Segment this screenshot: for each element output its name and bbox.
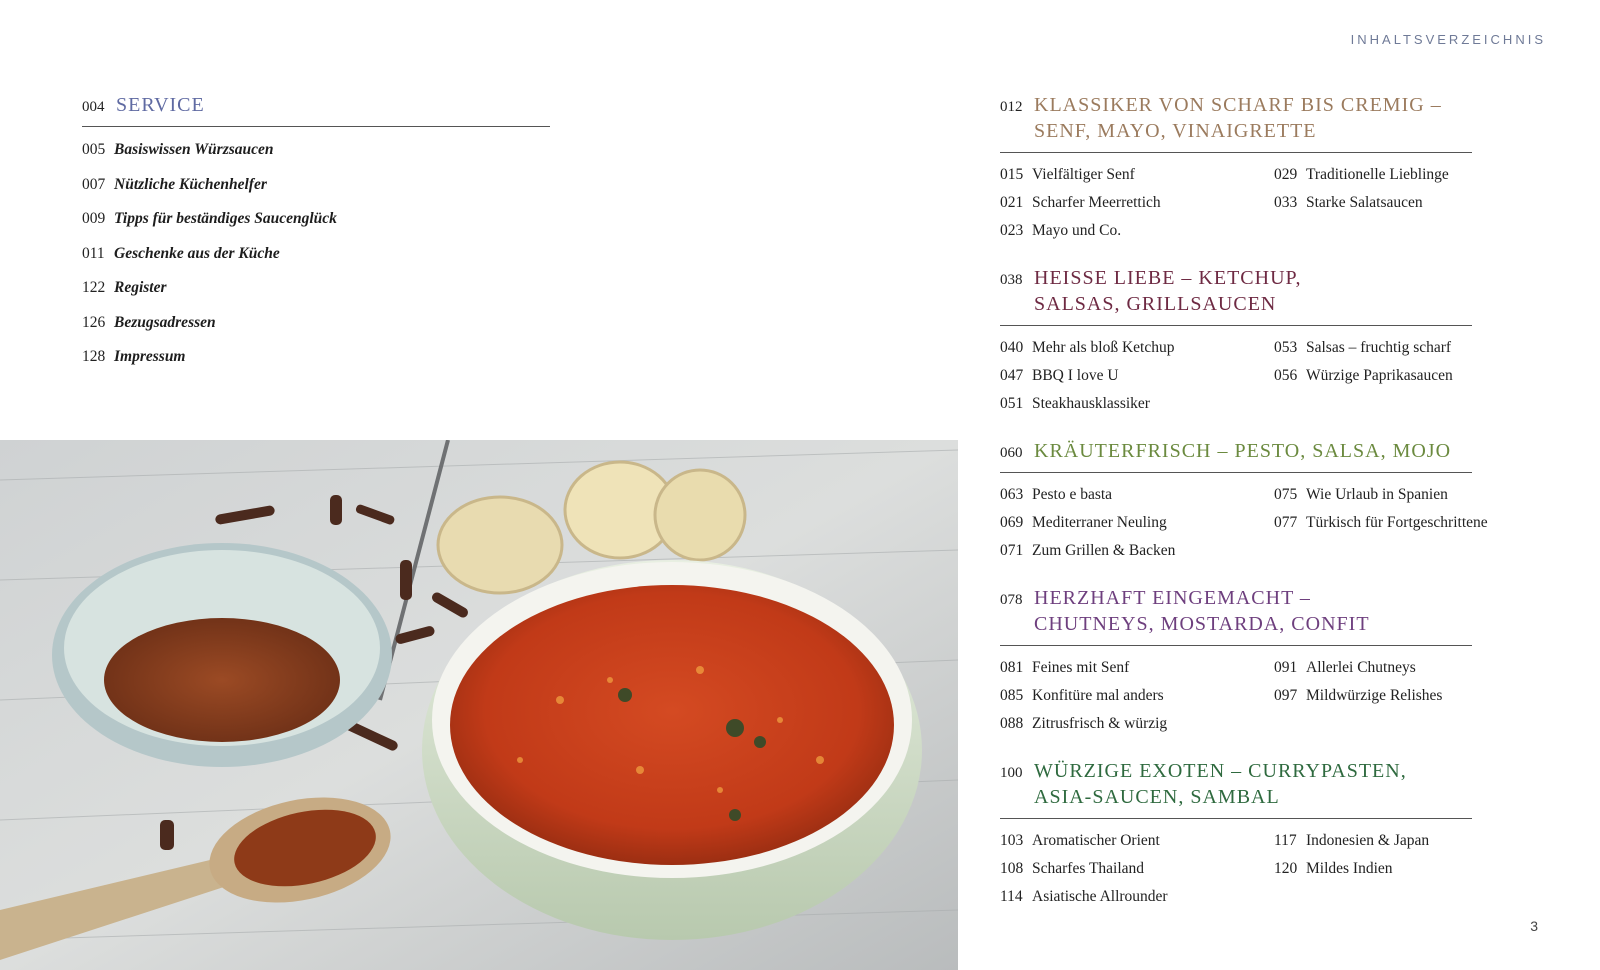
entry-page-number: 051 bbox=[1000, 395, 1024, 412]
chapter-1 bbox=[1000, 92, 1520, 245]
entry-page-number: 075 bbox=[1274, 486, 1298, 503]
toc-entry[interactable] bbox=[82, 176, 550, 211]
toc-entry[interactable] bbox=[82, 348, 550, 383]
entry-title: Mildes Indien bbox=[1306, 860, 1393, 877]
chapter-title: KLASSIKER VON SCHARF BIS CREMIG – SENF, MAYO, VINAIGRETTE bbox=[1034, 94, 1442, 142]
chapter-entries bbox=[1000, 481, 1520, 565]
entry-title: Konfitüre mal anders bbox=[1032, 687, 1164, 704]
entry-page-number: 069 bbox=[1000, 514, 1024, 531]
entry-title: Feines mit Senf bbox=[1032, 659, 1130, 676]
chapter-heading[interactable] bbox=[1000, 585, 1520, 637]
chapter-rule bbox=[1000, 818, 1472, 819]
toc-entry[interactable] bbox=[1274, 682, 1524, 710]
toc-entry[interactable] bbox=[1000, 217, 1274, 245]
entry-title: Mayo und Co. bbox=[1032, 222, 1122, 239]
entry-title: Zum Grillen & Backen bbox=[1032, 542, 1176, 559]
entry-title: Mildwürzige Relishes bbox=[1306, 687, 1443, 704]
service-page-number: 004 bbox=[82, 99, 105, 115]
chapter-heading[interactable] bbox=[1000, 438, 1520, 464]
toc-entry[interactable] bbox=[1000, 481, 1274, 509]
entry-page-number: 005 bbox=[82, 141, 106, 158]
entry-title: Tipps für beständiges Saucenglück bbox=[114, 210, 337, 227]
toc-entry[interactable] bbox=[1274, 481, 1524, 509]
entry-title: Scharfer Meerrettich bbox=[1032, 194, 1161, 211]
entry-title: Traditionelle Lieblinge bbox=[1306, 166, 1449, 183]
entry-page-number: 040 bbox=[1000, 339, 1024, 356]
soup bbox=[450, 585, 894, 865]
entry-page-number: 063 bbox=[1000, 486, 1024, 503]
toc-entry[interactable] bbox=[1274, 654, 1524, 682]
chapters-section bbox=[1000, 92, 1520, 931]
entry-title: Würzige Paprikasaucen bbox=[1306, 367, 1453, 384]
chapter-heading[interactable] bbox=[1000, 758, 1520, 810]
chapter-page-number: 060 bbox=[1000, 445, 1023, 461]
entry-page-number: 077 bbox=[1274, 514, 1298, 531]
entry-page-number: 085 bbox=[1000, 687, 1024, 704]
page-number: 3 bbox=[1530, 918, 1538, 934]
entry-title: Bezugsadressen bbox=[114, 313, 216, 331]
toc-entry[interactable] bbox=[1000, 883, 1274, 911]
toc-entry[interactable] bbox=[1000, 334, 1274, 362]
entry-title: BBQ I love U bbox=[1032, 367, 1119, 384]
chapter-page-number: 038 bbox=[1000, 272, 1023, 288]
entry-page-number: 015 bbox=[1000, 166, 1024, 183]
toc-entry[interactable] bbox=[1000, 855, 1274, 883]
entry-title: Salsas – fruchtig scharf bbox=[1306, 339, 1452, 356]
paprika-powder bbox=[104, 618, 340, 742]
entry-page-number: 053 bbox=[1274, 339, 1298, 356]
entry-page-number: 120 bbox=[1274, 860, 1298, 877]
entry-title: Mehr als bloß Ketchup bbox=[1032, 339, 1175, 356]
entry-page-number: 029 bbox=[1274, 166, 1298, 183]
chapter-heading[interactable] bbox=[1000, 265, 1520, 317]
entry-page-number: 021 bbox=[1000, 194, 1024, 211]
entry-title: Indonesien & Japan bbox=[1306, 832, 1430, 849]
toc-entry[interactable] bbox=[82, 314, 550, 349]
entry-page-number: 033 bbox=[1274, 194, 1298, 211]
entry-page-number: 108 bbox=[1000, 860, 1024, 877]
toc-entry[interactable] bbox=[1274, 334, 1524, 362]
entry-page-number: 009 bbox=[82, 210, 106, 227]
entry-page-number: 103 bbox=[1000, 832, 1024, 849]
entry-title: Asiatische Allrounder bbox=[1032, 888, 1168, 905]
entry-page-number: 117 bbox=[1274, 832, 1297, 849]
toc-entry[interactable] bbox=[1274, 161, 1524, 189]
toc-entry[interactable] bbox=[82, 245, 550, 280]
food-photo bbox=[0, 440, 958, 970]
entry-page-number: 114 bbox=[1000, 888, 1023, 905]
chapter-rule bbox=[1000, 472, 1472, 473]
entry-page-number: 011 bbox=[82, 244, 105, 262]
entry-page-number: 097 bbox=[1274, 687, 1298, 704]
chapter-page-number: 078 bbox=[1000, 592, 1023, 608]
chapter-2 bbox=[1000, 265, 1520, 418]
chapter-title: HEISSE LIEBE – KETCHUP, SALSAS, GRILLSAUCEN bbox=[1034, 267, 1302, 315]
entry-title: Wie Urlaub in Spanien bbox=[1306, 486, 1448, 503]
entry-page-number: 122 bbox=[82, 279, 106, 296]
toc-entry[interactable] bbox=[1000, 161, 1274, 189]
toc-entry[interactable] bbox=[1274, 509, 1524, 537]
entry-page-number: 007 bbox=[82, 175, 106, 193]
service-title: SERVICE bbox=[116, 94, 205, 116]
chapter-rule bbox=[1000, 325, 1472, 326]
toc-entry[interactable] bbox=[82, 210, 550, 245]
ginger-slice bbox=[655, 470, 745, 560]
running-head: INHALTSVERZEICHNIS bbox=[1350, 32, 1546, 47]
entry-title: Zitrusfrisch & würzig bbox=[1032, 715, 1168, 732]
chapter-title: HERZHAFT EINGEMACHT – CHUTNEYS, MOSTARDA, CONFIT bbox=[1034, 587, 1370, 635]
entry-title: Basiswissen Würzsaucen bbox=[114, 141, 274, 158]
entry-page-number: 128 bbox=[82, 348, 106, 365]
chapter-rule bbox=[1000, 645, 1472, 646]
chapter-title: KRÄUTERFRISCH – PESTO, SALSA, MOJO bbox=[1034, 440, 1452, 462]
service-heading[interactable] bbox=[82, 92, 550, 118]
toc-entry[interactable] bbox=[1000, 710, 1274, 738]
entry-title: Allerlei Chutneys bbox=[1306, 659, 1416, 676]
entry-title: Impressum bbox=[114, 348, 186, 365]
entry-title: Register bbox=[114, 279, 167, 296]
entry-title: Nützliche Küchenhelfer bbox=[114, 175, 267, 193]
toc-entry[interactable] bbox=[1000, 682, 1274, 710]
entry-title: Pesto e basta bbox=[1032, 486, 1113, 503]
entry-page-number: 071 bbox=[1000, 542, 1024, 559]
entry-title: Mediterraner Neuling bbox=[1032, 514, 1167, 531]
toc-entry[interactable] bbox=[1000, 362, 1274, 390]
entry-page-number: 056 bbox=[1274, 367, 1298, 384]
entry-title: Steakhausklassiker bbox=[1032, 395, 1150, 412]
service-section bbox=[82, 92, 550, 383]
entry-page-number: 047 bbox=[1000, 367, 1024, 384]
chapter-4 bbox=[1000, 585, 1520, 738]
service-list bbox=[82, 141, 550, 383]
entry-page-number: 126 bbox=[82, 313, 106, 331]
toc-entry[interactable] bbox=[1000, 537, 1274, 565]
chapter-3 bbox=[1000, 438, 1520, 565]
chapter-entries bbox=[1000, 827, 1520, 911]
entry-title: Türkisch für Fortgeschrittene bbox=[1306, 514, 1488, 531]
toc-entry[interactable] bbox=[1274, 362, 1524, 390]
chapter-title: WÜRZIGE EXOTEN – CURRYPASTEN, ASIA-SAUCEN, SAMBAL bbox=[1034, 760, 1407, 808]
toc-entry[interactable] bbox=[82, 141, 550, 176]
chapter-5 bbox=[1000, 758, 1520, 911]
toc-entry[interactable] bbox=[1000, 827, 1274, 855]
chapter-page-number: 100 bbox=[1000, 765, 1023, 781]
chapter-heading[interactable] bbox=[1000, 92, 1520, 144]
chapter-rule bbox=[1000, 152, 1472, 153]
toc-entry[interactable] bbox=[82, 279, 550, 314]
entry-page-number: 091 bbox=[1274, 659, 1298, 676]
entry-title: Aromatischer Orient bbox=[1032, 832, 1160, 849]
toc-entry[interactable] bbox=[1274, 855, 1524, 883]
entry-title: Scharfes Thailand bbox=[1032, 860, 1145, 877]
food-photo-illustration bbox=[0, 440, 958, 970]
entry-page-number: 023 bbox=[1000, 222, 1024, 239]
toc-entry[interactable] bbox=[1000, 509, 1274, 537]
toc-entry[interactable] bbox=[1274, 827, 1524, 855]
chapter-page-number: 012 bbox=[1000, 99, 1023, 115]
chapter-entries bbox=[1000, 334, 1520, 418]
entry-title: Vielfältiger Senf bbox=[1032, 166, 1135, 183]
entry-page-number: 081 bbox=[1000, 659, 1024, 676]
ginger-slice bbox=[438, 497, 562, 593]
toc-entry[interactable] bbox=[1000, 390, 1274, 418]
service-rule bbox=[82, 126, 550, 127]
chapter-entries bbox=[1000, 161, 1520, 245]
toc-entry[interactable] bbox=[1000, 654, 1274, 682]
entry-title: Geschenke aus der Küche bbox=[114, 244, 280, 262]
chapter-entries bbox=[1000, 654, 1520, 738]
toc-entry[interactable] bbox=[1000, 189, 1274, 217]
entry-page-number: 088 bbox=[1000, 715, 1024, 732]
entry-title: Starke Salatsaucen bbox=[1306, 194, 1423, 211]
toc-entry[interactable] bbox=[1274, 189, 1524, 217]
